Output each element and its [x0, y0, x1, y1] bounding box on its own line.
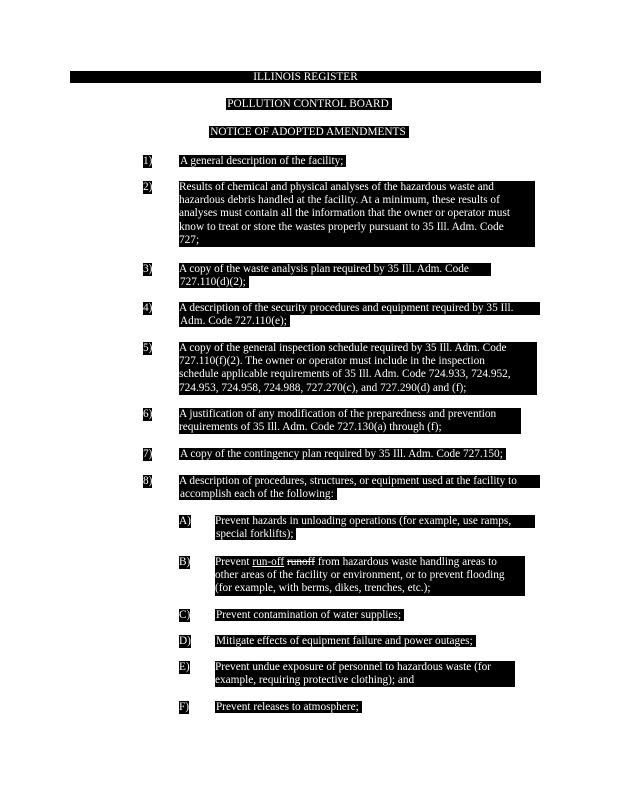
- list-item: A copy of the general inspection schedule required by 35 Ill. Adm. Code 727.110(f)(2). The owner or operator must include in the inspection schedule applicable requirements of 35 Ill. Adm. Code 724.933, 724.952, 724.953, 724.958, 724.988, 727.270(c), and 727.290(d) and (f);: [179, 342, 537, 395]
- list-item: A description of procedures, structures, or equipment used at the facility to accomplish each of the following:: [179, 475, 540, 501]
- list-item: A copy of the waste analysis plan required by 35 Ill. Adm. Code 727.110(d)(2);: [179, 263, 491, 289]
- list-item: A copy of the contingency plan required by 35 Ill. Adm. Code 727.150;: [179, 448, 506, 461]
- subitem-letter: A): [179, 515, 191, 527]
- item-number: 6): [143, 408, 153, 420]
- subitem-letter: E): [179, 661, 190, 673]
- list-item: A general description of the facility;: [179, 155, 346, 168]
- list-item: Prevent hazards in unloading operations (for example, use ramps, special forklifts);: [215, 515, 535, 541]
- item-number: 3): [143, 263, 153, 275]
- item-number: 4): [143, 302, 153, 314]
- subitem-letter: D): [179, 635, 191, 647]
- deleted-text: runoff: [286, 556, 315, 568]
- subitem-letter: B): [179, 556, 191, 568]
- list-item: A justification of any modification of the preparedness and prevention requirements of 35 Ill. Adm. Code 727.130(a) through (f);: [179, 408, 521, 434]
- item-number: 7): [143, 448, 153, 460]
- list-item: Prevent releases to atmosphere;: [215, 701, 362, 714]
- list-item: Results of chemical and physical analyses of the hazardous waste and hazardous debris handled at the facility. At a minimum, these results of analyses must contain all the information that the owner or operator must know to treat or store the wastes properly pursuant to 35 Ill. Adm. Code 727;: [179, 181, 535, 247]
- notice-title-row: [0, 126, 618, 139]
- item-number: 5): [143, 342, 153, 354]
- item-number: 2): [143, 181, 153, 193]
- subitem-letter: C): [179, 609, 191, 621]
- register-title: ILLINOIS REGISTER: [253, 71, 358, 83]
- board-title: POLLUTION CONTROL BOARD: [226, 98, 392, 110]
- subitem-letter: F): [179, 701, 190, 713]
- register-header: [70, 71, 541, 83]
- notice-title: NOTICE OF ADOPTED AMENDMENTS: [209, 126, 409, 138]
- item-number: 1): [143, 155, 153, 167]
- inserted-text: run-off: [252, 556, 285, 568]
- board-title-row: [0, 98, 618, 111]
- list-item: Prevent run-off runoff from hazardous waste handling areas to other areas of the facility or environment, or to prevent flooding (for example, with berms, dikes, trenches, etc.);: [215, 556, 525, 596]
- item-number: 8): [143, 475, 153, 487]
- list-item: Prevent undue exposure of personnel to hazardous waste (for example, requiring protective clothing); and: [215, 661, 515, 687]
- list-item: Mitigate effects of equipment failure and power outages;: [215, 635, 476, 648]
- list-item: Prevent contamination of water supplies;: [215, 609, 404, 622]
- list-item: A description of the security procedures and equipment required by 35 Ill. Adm. Code 727.110(e);: [179, 302, 540, 328]
